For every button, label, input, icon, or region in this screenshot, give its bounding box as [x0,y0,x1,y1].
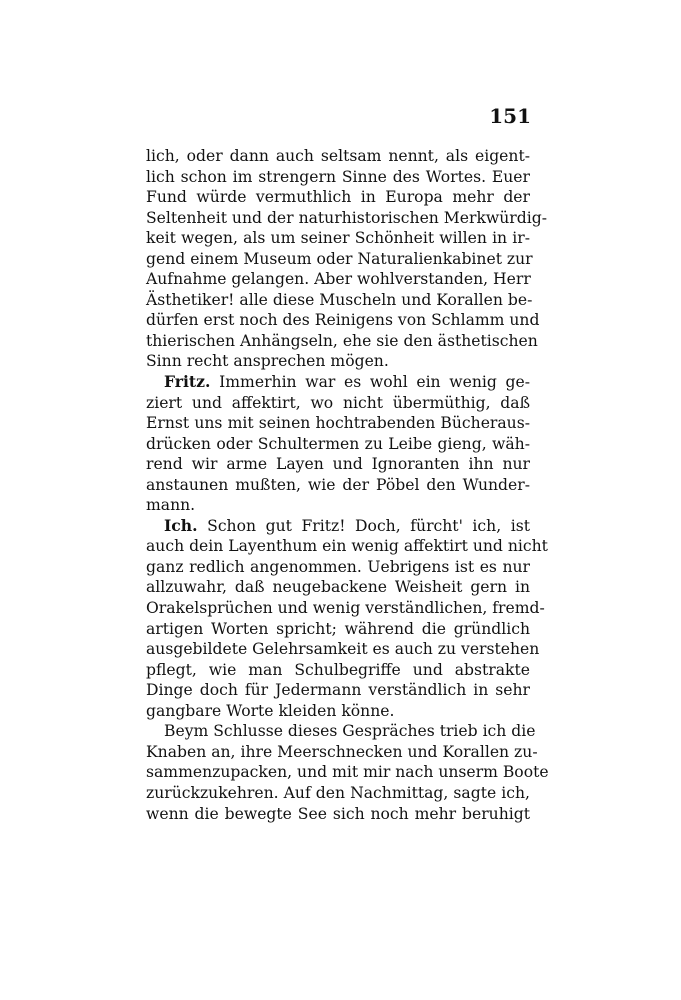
text-line: ausgebildete Gelehrsamkeit es auch zu verstehen [146,640,540,659]
text-line: pflegt, wie man Schulbegriffe und abstrakte [146,660,530,679]
text-line: auch dein Layenthum ein wenig affektirt und nicht [146,537,548,556]
text-line: Orakelsprüchen und wenig verständlichen, fremd- [146,599,545,618]
text-line: allzuwahr, daß neugebackene Weisheit gern in [146,578,530,597]
text-line: Aufnahme gelangen. Aber wohlverstanden, Herr [146,270,531,289]
speaker-name: Fritz. [164,372,211,392]
text-line: Fund würde vermuthlich in Europa mehr der [146,188,530,207]
text-line: sammenzupacken, und mit mir nach unserm Boote [146,763,549,782]
line-text: Schon gut Fritz! Doch, fürcht' ich, ist [207,516,530,535]
dialogue-paragraph [146,515,548,721]
page-number: 151 [489,104,531,128]
text-line: keit wegen, als um seiner Schönheit willen in ir- [146,229,530,248]
text-line: artigen Worten spricht; während die gründlich [146,619,530,638]
text-line: Sinn recht ansprechen mögen. [146,352,389,371]
dialogue-paragraph [146,372,530,516]
speaker-name: Ich. [164,515,198,535]
text-line: Ernst uns mit seinen hochtrabenden Bücheraus- [146,414,530,433]
text-line: Knaben an, ihre Meerschnecken und Korallen zu- [146,742,538,761]
text-line: gangbare Worte kleiden könne. [146,701,395,720]
text-line: zurückzukehren. Auf den Nachmittag, sagte ich, [146,783,530,802]
text-line: anstaunen mußten, wie der Pöbel den Wunder- [146,475,530,494]
text-line: lich schon im strengern Sinne des Wortes. Euer [146,167,530,186]
text-line: dürfen erst noch des Reinigens von Schlamm und [146,311,540,330]
paragraph [146,146,547,372]
text-line: gend einem Museum oder Naturalienkabinet zur [146,249,533,268]
text-line: thierischen Anhängseln, ehe sie den ästhetischen [146,331,538,350]
line-text: Immerhin war es wohl ein wenig ge- [219,373,530,392]
text-line: rend wir arme Layen und Ignoranten ihn nur [146,455,530,474]
text-line: Ästhetiker! alle diese Muscheln und Korallen be- [146,290,533,309]
text-line: drücken oder Schultermen zu Leibe gieng, wäh- [146,434,530,453]
text-line: ziert und affektirt, wo nicht übermüthig, daß [146,393,530,412]
paragraph [146,721,549,824]
text-line: Beym Schlusse dieses Gespräches trieb ich die [164,722,536,741]
text-line: lich, oder dann auch seltsam nennt, als eigent- [146,147,530,165]
text-line: Seltenheit und der naturhistorischen Merkwürdig- [146,208,547,227]
text-line: wenn die bewegte See sich noch mehr beruhigt [146,804,530,823]
text-line [146,516,530,537]
text-line: mann. [146,496,196,515]
text-line: ganz redlich angenommen. Uebrigens ist es nur [146,557,530,576]
body-text [146,146,549,824]
text-line: Dinge doch für Jedermann verständlich in sehr [146,681,530,700]
text-line [146,372,530,393]
